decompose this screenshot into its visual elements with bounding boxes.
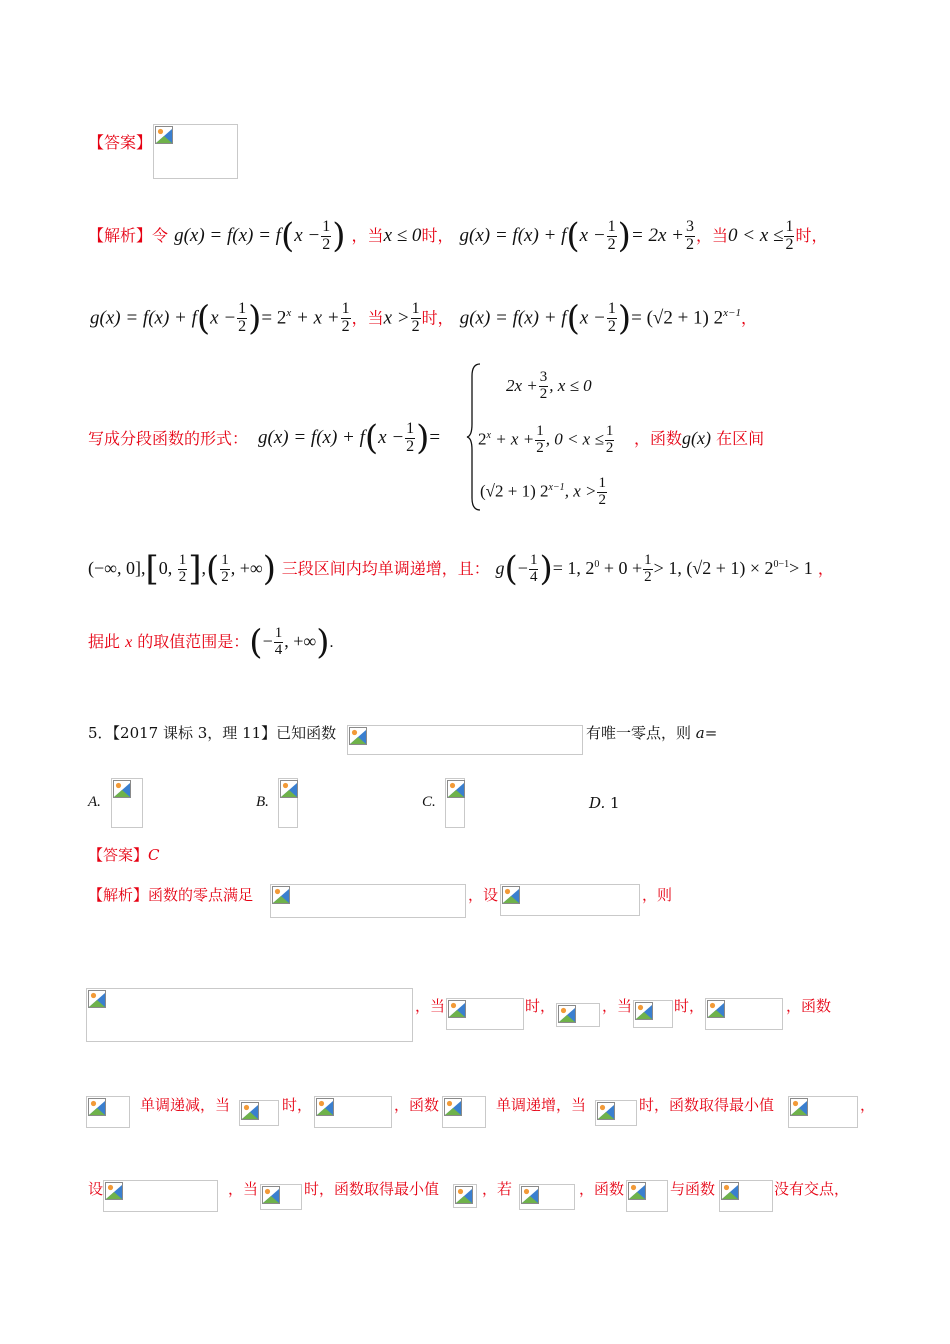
broken-image-icon xyxy=(262,1186,280,1204)
option-d[interactable]: D. 1 xyxy=(589,794,620,812)
option-a-label[interactable]: A. xyxy=(88,794,101,810)
q5-text-b5: ，函数 xyxy=(786,997,832,1015)
q5-img-b1 xyxy=(86,988,413,1042)
q5-text-c6: ， xyxy=(860,1096,876,1114)
broken-image-icon xyxy=(721,1182,739,1200)
q5-answer: 【答案】C xyxy=(88,846,160,864)
broken-image-icon xyxy=(349,727,367,745)
broken-image-icon xyxy=(88,990,106,1008)
broken-image-icon xyxy=(628,1182,646,1200)
option-c-label[interactable]: C. xyxy=(422,794,436,810)
broken-image-icon xyxy=(521,1186,539,1204)
q5-img-d2 xyxy=(260,1184,302,1210)
q5-img-d5 xyxy=(626,1180,668,1212)
broken-image-icon xyxy=(447,780,465,798)
q5-img-d3 xyxy=(453,1184,477,1208)
broken-image-icon xyxy=(635,1002,653,1020)
broken-image-icon xyxy=(88,1098,106,1116)
q5-text-b2: 时， xyxy=(525,997,556,1015)
option-a-image[interactable] xyxy=(111,778,143,828)
q5-text-b1: ，当 xyxy=(415,997,446,1015)
piecewise-tail: ，函数g(x) 在区间 xyxy=(634,428,765,448)
broken-image-icon xyxy=(155,126,173,144)
q5-img-c6 xyxy=(788,1096,858,1128)
q5-img-b4 xyxy=(633,1000,673,1028)
q5-text-d2: ，当 xyxy=(228,1180,259,1198)
q5-text-c4: 单调递增，当 xyxy=(496,1096,587,1114)
q5-text-a2: ，设 xyxy=(468,886,499,904)
analysis-line-1: 【解析】令 g(x) = f(x) = f(x − $\frac{1}{2}$ ) ，当x ≤ 0时， g(x) = f(x) + f(x − $\frac{1}{2}$ )= 2x + $\frac{3}{2}$ ，当0 < x ≤ $\frac{1}{2}$ 时， xyxy=(88,216,828,256)
broken-image-icon xyxy=(455,1186,473,1204)
q5-img-d1 xyxy=(103,1180,218,1212)
broken-image-icon xyxy=(105,1182,123,1200)
q5-img-b5 xyxy=(705,998,783,1030)
broken-image-icon xyxy=(241,1102,259,1120)
answer-label: 【答案】 xyxy=(88,133,153,152)
q5-text-d6: 与函数 xyxy=(670,1180,716,1198)
option-b-label[interactable]: B. xyxy=(256,794,269,810)
analysis-label: 【解析】 xyxy=(88,226,153,245)
broken-image-icon xyxy=(113,780,131,798)
q5-img-c5 xyxy=(595,1100,637,1126)
broken-image-icon xyxy=(707,1000,725,1018)
option-b-image[interactable] xyxy=(278,778,298,828)
q5-img-a1 xyxy=(270,884,466,918)
q5-text-d7: 没有交点， xyxy=(774,1180,850,1198)
option-c-image[interactable] xyxy=(445,778,465,828)
broken-image-icon xyxy=(558,1005,576,1023)
q5-text-d5: ，函数 xyxy=(579,1180,625,1198)
q5-img-c4 xyxy=(442,1096,486,1128)
broken-image-icon xyxy=(316,1098,334,1116)
q5-text-d3: 时，函数取得最小值 xyxy=(304,1180,440,1198)
broken-image-icon xyxy=(448,1000,466,1018)
analysis-line-2: g(x) = f(x) + f(x − $\frac{1}{2}$ )= $2^x + x$ + $\frac{1}{2}$ ，当x > $\frac{1}{2}$ 时， g(x) = f(x) + f(x − $\frac{1}{2}$ )= (√2 + 1) $2^{x-1}$， xyxy=(90,298,757,339)
broken-image-icon xyxy=(790,1098,808,1116)
q5-img-c2 xyxy=(239,1100,279,1126)
q5-text-b4: 时， xyxy=(674,997,705,1015)
q5-img-d6 xyxy=(719,1180,773,1212)
q5-analysis-a: 【解析】函数的零点满足 xyxy=(88,886,254,904)
q5-img-b3 xyxy=(556,1003,600,1027)
q5-img-a2 xyxy=(500,884,640,916)
q5-img-c3 xyxy=(314,1096,392,1128)
broken-image-icon xyxy=(597,1102,615,1120)
answer-image xyxy=(153,124,238,179)
broken-image-icon xyxy=(280,780,298,798)
analysis-line-4: (−∞, 0],[0, $\frac{1}{2}$ ],( $\frac{1}{2}$ , +∞) 三段区间内均单调递增，且： g(− $\frac{1}{4}$ )= 1, $2^0 + 0$ + $\frac{1}{2}$ > 1, $(√2 + 1) \times 2^{0-1}> 1$ ， xyxy=(88,549,834,589)
q5-text-d4: ，若 xyxy=(482,1180,513,1198)
q5-text-c3: ，函数 xyxy=(394,1096,440,1114)
piecewise-intro: 写成分段函数的形式： xyxy=(88,429,249,448)
q5-img-c1 xyxy=(86,1096,130,1128)
q5-text-b3: ，当 xyxy=(602,997,633,1015)
piecewise-lhs: g(x) = f(x) + f(x − $\frac{1}{2}$ )= xyxy=(258,418,441,458)
q5-text-c1: 单调递减，当 xyxy=(140,1096,231,1114)
broken-image-icon xyxy=(272,886,290,904)
piecewise-case-2: $2^x + x$ + $\frac{1}{2}$ , 0 < x ≤ $\frac{1}{2}$ xyxy=(478,422,614,456)
q5-stem-tail: 有唯一零点，则 a= xyxy=(586,724,718,742)
q5-function-image xyxy=(347,725,583,755)
analysis-line-5: 据此 x 的取值范围是：(− $\frac{1}{4}$ , +∞). xyxy=(88,622,334,663)
piecewise-case-1: 2x + $\frac{3}{2}$ , x ≤ 0 xyxy=(506,369,592,402)
broken-image-icon xyxy=(502,886,520,904)
broken-image-icon xyxy=(444,1098,462,1116)
q5-text-c2: 时， xyxy=(282,1096,313,1114)
q5-stem: 5．【2017 课标 3，理 11】已知函数 xyxy=(88,724,337,742)
q5-text-a3: ，则 xyxy=(642,886,673,904)
q5-img-b2 xyxy=(446,998,524,1030)
q5-img-d4 xyxy=(519,1184,575,1210)
piecewise-case-3: (√2 + 1) $2^{x-1}$, x > $\frac{1}{2}$ xyxy=(480,474,606,508)
q5-text-d1: 设 xyxy=(88,1180,104,1198)
q5-text-c5: 时，函数取得最小值 xyxy=(639,1096,775,1114)
